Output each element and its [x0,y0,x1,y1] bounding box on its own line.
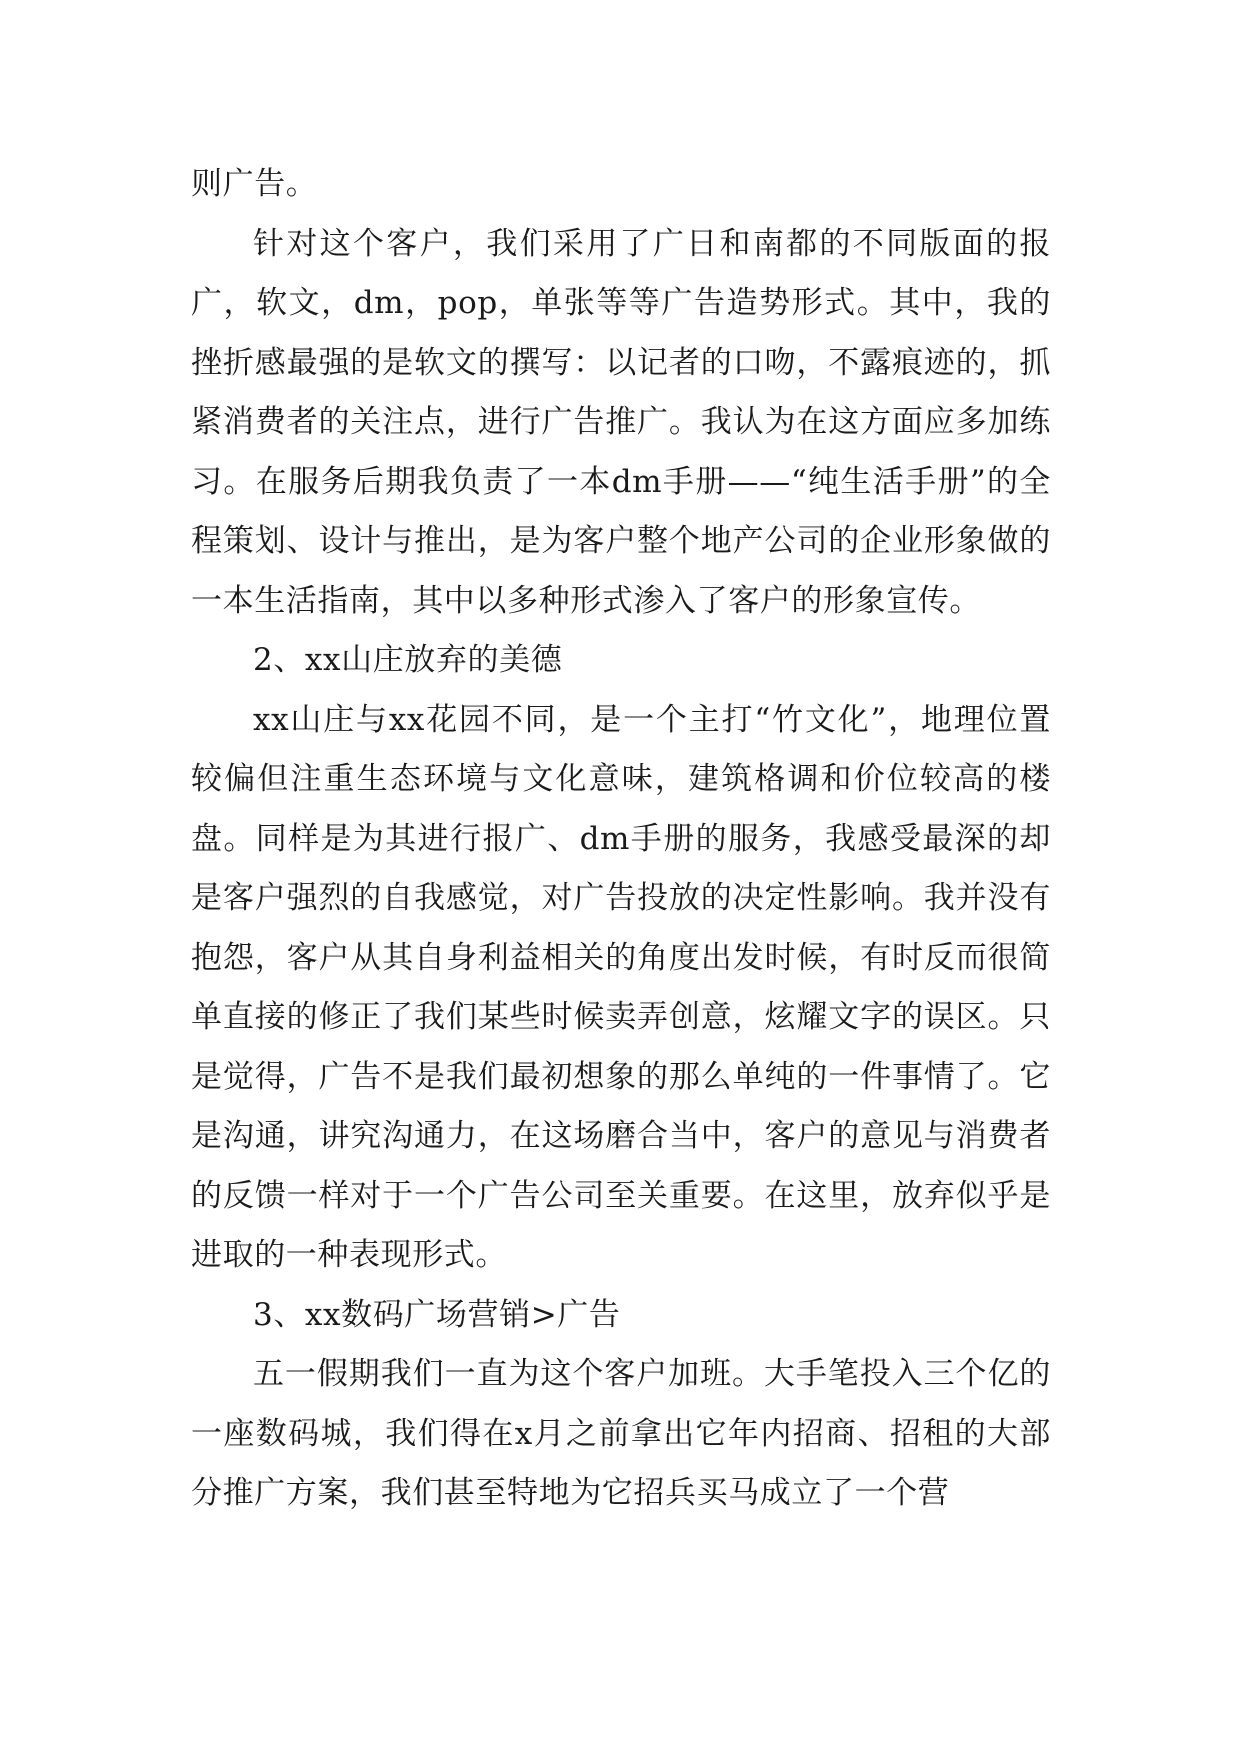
section-heading-2: 2、xx山庄放弃的美德 [253,642,563,678]
document-body [191,155,1051,1524]
paragraph-continuation: 则广告。 [191,166,318,202]
paragraph-digital-plaza: 五一假期我们一直为这个客户加班。大手笔投入三个亿的一座数码城，我们得在x月之前拿出它年内招商、招租的大部分推广方案，我们甚至特地为它招兵买马成立了一个营 [191,1356,1051,1511]
paragraph-client-ads: 针对这个客户，我们采用了广日和南都的不同版面的报广，软文，dm，pop，单张等等广告造势形式。其中，我的挫折感最强的是软文的撰写：以记者的口吻，不露痕迹的，抓紧消费者的关注点，进行广告推广。我认为在这方面应多加练习。在服务后期我负责了一本dm手册——“纯生活手册”的全程策划、设计与推出，是为客户整个地产公司的企业形象做的一本生活指南，其中以多种形式渗入了客户的形象宣传。 [191,225,1051,619]
section-heading-3: 3、xx数码广场营销>广告 [253,1296,621,1333]
paragraph-mountain-villa: xx山庄与xx花园不同，是一个主打“竹文化”，地理位置较偏但注重生态环境与文化意味，建筑格调和价位较高的楼盘。同样是为其进行报广、dm手册的服务，我感受最深的却是客户强烈的自我感觉，对广告投放的决定性影响。我并没有抱怨，客户从其自身利益相关的角度出发时候，有时反而很简单直接的修正了我们某些时候卖弄创意，炫耀文字的误区。只是觉得，广告不是我们最初想象的那么单纯的一件事情了。它是沟通，讲究沟通力，在这场磨合当中，客户的意见与消费者的反馈一样对于一个广告公司至关重要。在这里，放弃似乎是进取的一种表现形式。 [191,701,1051,1273]
